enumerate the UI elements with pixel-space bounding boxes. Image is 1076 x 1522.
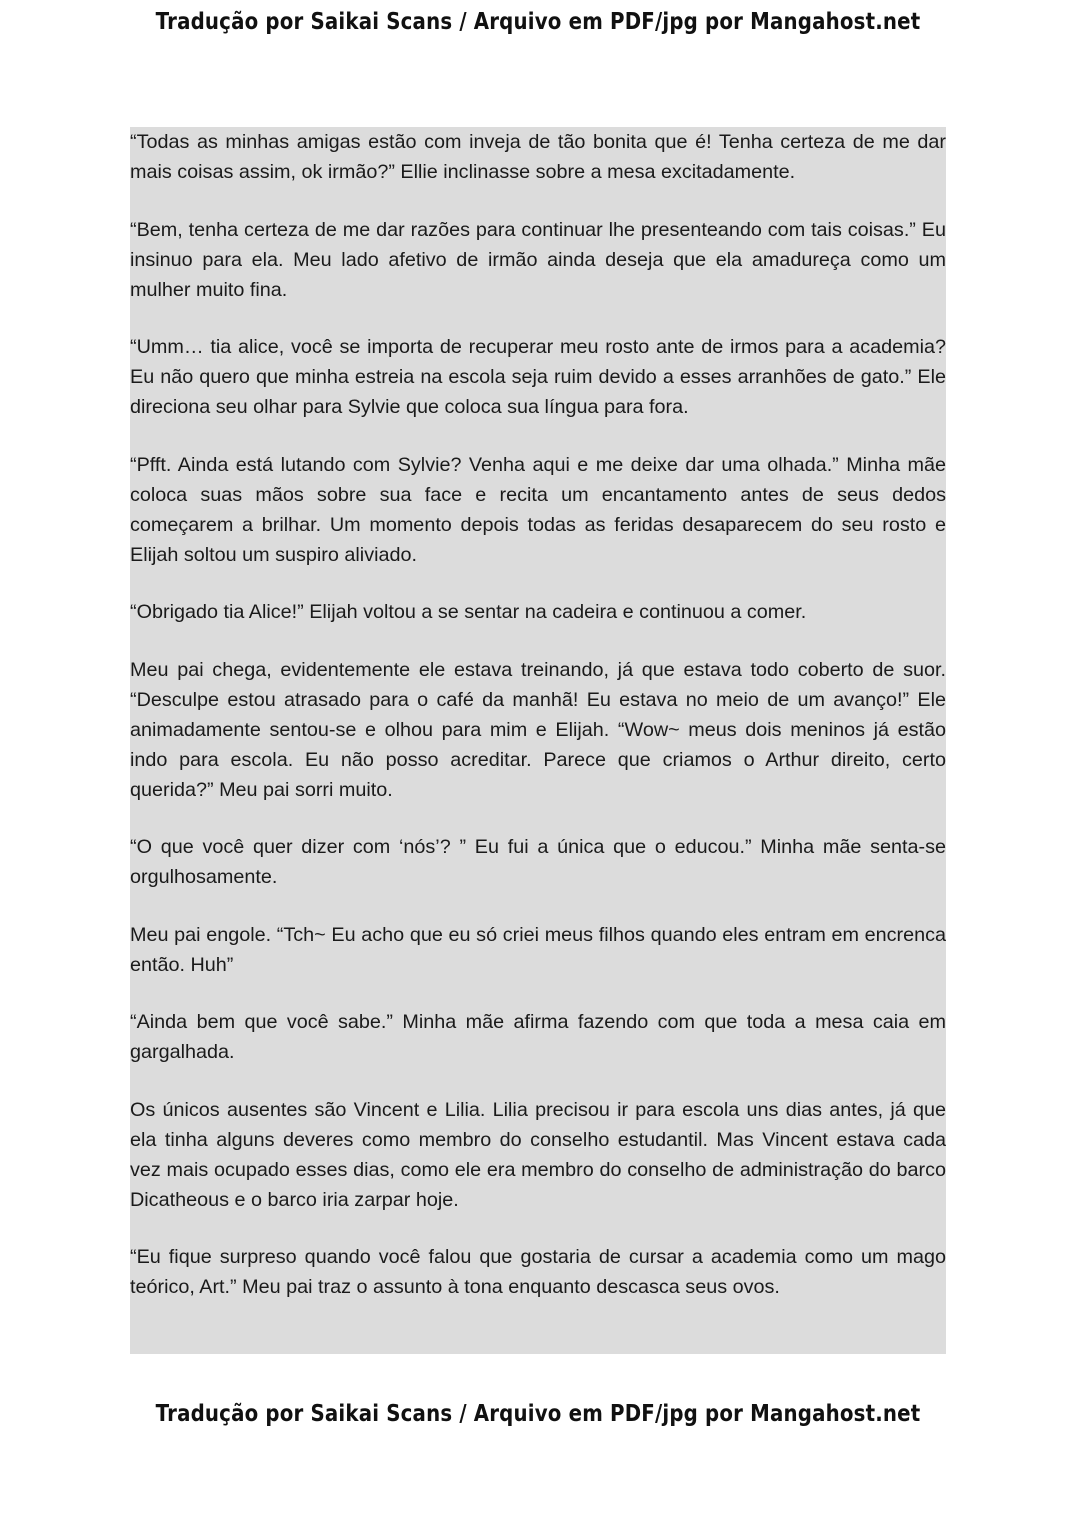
footer-banner: Tradução por Saikai Scans / Arquivo em PDF/jpg por Mangahost.net: [155, 1401, 921, 1427]
paragraph: “Eu fique surpreso quando você falou que gostaria de cursar a academia como um mago teórico, Art.” Meu pai traz o assunto à tona enquanto descasca seus ovos.: [130, 1246, 946, 1298]
paragraph: “Todas as minhas amigas estão com inveja de tão bonita que é! Tenha certeza de me dar mais coisas assim, ok irmão?” Ellie inclinasse sobre a mesa excitadamente.: [130, 131, 946, 183]
paragraph: “Pfft. Ainda está lutando com Sylvie? Venha aqui e me deixe dar uma olhada.” Minha mãe coloca suas mãos sobre sua face e recita um encantamento antes de seus dedos começarem a brilhar. Um momento depois todas as feridas desaparecem do seu rosto e Elijah soltou um suspiro aliviado.: [130, 453, 946, 566]
paragraph: “Obrigado tia Alice!” Elijah voltou a se sentar na cadeira e continuou a comer.: [130, 601, 807, 623]
paragraph: “Ainda bem que você sabe.” Minha mãe afirma fazendo com que toda a mesa caia em gargalhada.: [130, 1011, 946, 1063]
paragraph: Os únicos ausentes são Vincent e Lilia. Lilia precisou ir para escola uns dias antes, já que ela tinha alguns deveres como membro do conselho estudantil. Mas Vincent estava cada vez mais ocupado esses dias, como ele era membro do conselho de administração do barco Dicatheous e o barco iria zarpar hoje.: [130, 1098, 946, 1211]
paragraph: “Bem, tenha certeza de me dar razões para continuar lhe presenteando com tais coisas.” Eu insinuo para ela. Meu lado afetivo de irmão ainda deseja que ela amadureça como um mulher muito fina.: [130, 218, 946, 301]
paragraph: Meu pai engole. “Tch~ Eu acho que eu só criei meus filhos quando eles entram em encrenca então. Huh”: [130, 923, 946, 976]
paragraph: “Umm… tia alice, você se importa de recuperar meu rosto ante de irmos para a academia? Eu não quero que minha estreia na escola seja ruim devido a esses arranhões de gato.” Ele direciona seu olhar para Sylvie que coloca sua língua para fora.: [130, 336, 946, 418]
paragraph: Meu pai chega, evidentemente ele estava treinando, já que estava todo coberto de suor. “Desculpe estou atrasado para o café da manhã! Eu estava no meio de um avanço!” Ele animadamente sentou-se e olhou para mim e Elijah. “Wow~ meus dois meninos já estão indo para escola. Eu não posso acreditar. Parece que criamos o Arthur direito, certo querida?” Meu pai sorri muito.: [130, 658, 946, 801]
text-block: [130, 127, 946, 1354]
header-banner: Tradução por Saikai Scans / Arquivo em PDF/jpg por Mangahost.net: [155, 9, 921, 35]
paragraph: “O que você quer dizer com ‘nós’? ” Eu fui a única que o educou.” Minha mãe senta-se orgulhosamente.: [130, 836, 946, 888]
